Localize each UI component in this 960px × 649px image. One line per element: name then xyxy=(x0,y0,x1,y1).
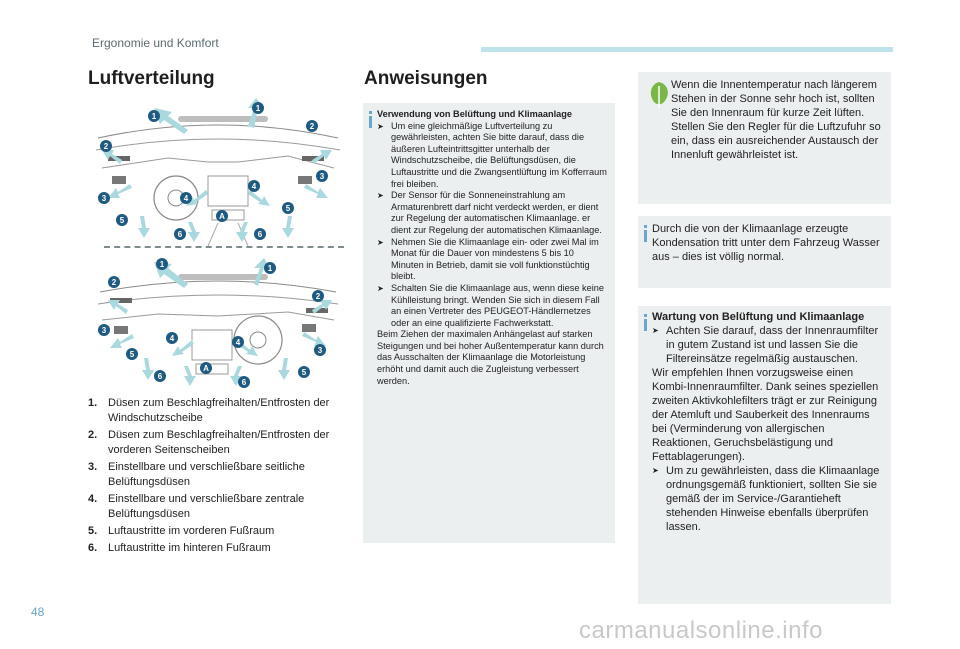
badge-1: 1 xyxy=(159,260,165,269)
list-item: 4. Einstellbare und verschließbare zentrale Belüftungsdüsen xyxy=(88,493,305,520)
list-item: 1. Düsen zum Beschlagfreihalten/Entfrosten der Windschutzscheibe xyxy=(88,397,330,424)
badge-6: 6 xyxy=(177,230,183,239)
box-title: Verwendung von Belüftung und Klimaanlage xyxy=(377,109,572,119)
info-box-ventilation xyxy=(363,103,615,543)
badge-a: A xyxy=(203,364,209,373)
condensation-text: Durch die von der Klimaanlage erzeugte Kondensation tritt unter dem Fahrzeug Wasser aus – dies ist völlig normal. xyxy=(652,223,880,263)
badge-5: 5 xyxy=(119,216,125,225)
info-icon xyxy=(644,225,647,228)
bullet: ➤ Um zu gewährleisten, dass die Klimaanlage ordnungsgemäß funktioniert, sollten Sie sie gemäß der im Service-/Garantieheft stehenden Hinweise ebenfalls überprüfen lassen. xyxy=(652,465,880,533)
bullet: ➤ Schalten Sie die Klimaanlage aus, wenn diese keine Kühlleistung bringt. Wenden Sie sich in diesem Fall an einen Vertreter des PEUGEOT-Händlernetzes oder an eine qualifizierte Fachwerkstatt. xyxy=(377,282,604,328)
badge-2: 2 xyxy=(315,292,321,301)
badge-a: A xyxy=(219,212,225,221)
legend-list xyxy=(88,396,348,558)
list-item: 6. Luftaustritte im hinteren Fußraum xyxy=(88,542,271,554)
badge-2: 2 xyxy=(103,142,109,151)
badge-5: 5 xyxy=(301,368,307,377)
box-paragraph: Wir empfehlen Ihnen vorzugsweise einen Kombi-Innenraumfilter. Dank seines speziellen zweiten Aktivkohlefilters trägt er zur Reinigung der Atemluft und Sauberkeit des Innenraums bei (Verminderung von allergischen Reaktionen, Geruchsbelästigung und Fettablagerungen). xyxy=(652,367,879,463)
box-paragraph: Beim Ziehen der maximalen Anhängelast auf starken Steigungen und bei hoher Außentemperatur kann durch das Ausschalten der Klimaanlage die Motorleistung erhöht und damit auch die Zugleistung verbessert werden. xyxy=(377,329,604,386)
badge-2: 2 xyxy=(309,122,315,131)
watermark: carmanualsonline.info xyxy=(579,617,823,644)
badge-6: 6 xyxy=(257,230,263,239)
bullet: ➤ Achten Sie darauf, dass der Innenraumfilter in gutem Zustand ist und lassen Sie die Filtereinsätze regelmäßig austauschen. xyxy=(652,325,879,365)
badge-1: 1 xyxy=(151,112,157,121)
badge-6: 6 xyxy=(157,372,163,381)
info-icon xyxy=(369,111,372,114)
bullet: ➤ Der Sensor für die Sonneneinstrahlung am Armaturenbrett darf nicht verdeckt werden, er dient zur Regelung der automatischen Klimaanlage. er dient zur Regelung der automatischen Klimaanlage. xyxy=(377,190,602,235)
badge-4: 4 xyxy=(183,194,189,203)
badge-6: 6 xyxy=(241,378,247,387)
list-item: 3. Einstellbare und verschließbare seitliche Belüftungsdüsen xyxy=(88,461,305,488)
bullet: ➤ Um eine gleichmäßige Luftverteilung zu gewährleisten, achten Sie bitte darauf, dass die äußeren Lufteintrittsgitter unterhalb der Windschutzscheibe, die Belüftungsdüsen, die Luftaustritte und die Zwangsentlüftung im Kofferraum frei bleiben. xyxy=(377,120,607,189)
badge-1: 1 xyxy=(267,264,273,273)
section-header: Ergonomie und Komfort xyxy=(92,36,219,50)
list-item: 5. Luftaustritte im vorderen Fußraum xyxy=(88,525,275,537)
badge-3: 3 xyxy=(101,326,107,335)
badge-1: 1 xyxy=(255,104,261,113)
badge-3: 3 xyxy=(319,172,325,181)
dashboard-diagram-bottom xyxy=(88,254,348,399)
badge-4: 4 xyxy=(251,182,257,191)
dashboard-diagram-top xyxy=(88,98,348,251)
info-box-maintenance xyxy=(638,306,891,604)
section-title: Anweisungen xyxy=(364,68,488,89)
header-bar xyxy=(481,47,893,52)
badge-5: 5 xyxy=(285,204,291,213)
eco-leaf-icon xyxy=(646,80,672,108)
badge-4: 4 xyxy=(235,338,241,347)
page-title: Luftverteilung xyxy=(88,68,215,89)
info-icon xyxy=(644,314,647,317)
badge-2: 2 xyxy=(111,278,117,287)
bullet: ➤ Nehmen Sie die Klimaanlage ein- oder zwei Mal im Monat für die Dauer von mindestens 5 bis 10 Minuten in Betrieb, damit sie voll funktionstüchtig bleibt. xyxy=(377,236,599,282)
badge-5: 5 xyxy=(129,350,135,359)
eco-text: Wenn die Innentemperatur nach längerem Stehen in der Sonne sehr hoch ist, sollten Sie den Innenraum für kurze Zeit lüften. Stellen Sie den Regler für die Luftzufuhr so ein, dass ein ausreichender Austausch der Innenluft gewährleistet ist. xyxy=(671,79,881,161)
badge-3: 3 xyxy=(101,194,107,203)
list-item: 2. Düsen zum Beschlagfreihalten/Entfrosten der vorderen Seitenscheiben xyxy=(88,429,330,456)
diagram-divider xyxy=(104,246,344,248)
eco-box xyxy=(638,72,891,204)
info-box-condensation xyxy=(638,216,891,288)
page-number: 48 xyxy=(31,605,45,619)
box-title: Wartung von Belüftung und Klimaanlage xyxy=(652,311,865,323)
badge-3: 3 xyxy=(317,346,323,355)
badge-4: 4 xyxy=(169,334,175,343)
